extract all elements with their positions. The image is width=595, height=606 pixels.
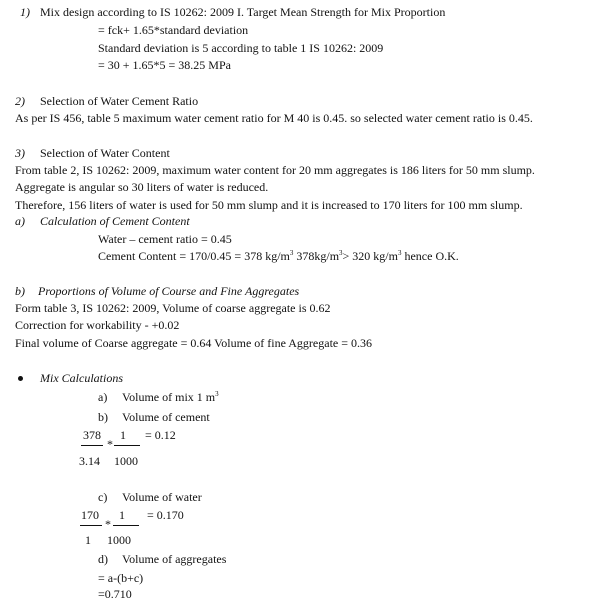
section-3-body-2: Aggregate is angular so 30 liters of water is reduced. bbox=[15, 180, 269, 194]
mix-item-b-label: b) bbox=[98, 410, 108, 424]
section-1-result: = 30 + 1.65*5 = 38.25 MPa bbox=[98, 58, 231, 72]
mix-calculations-title: Mix Calculations bbox=[40, 371, 123, 385]
section-3-title: Selection of Water Content bbox=[40, 146, 170, 160]
section-1-formula: = fck+ 1.65*standard deviation bbox=[98, 23, 249, 37]
bullet-icon bbox=[18, 376, 23, 381]
cement-denominator-1: 3.14 bbox=[79, 454, 100, 468]
cement-numerator-1: 378 bbox=[83, 428, 101, 442]
section-3-body-1: From table 2, IS 10262: 2009, maximum water content for 20 mm aggregates is 186 liters for 50 mm slump. bbox=[15, 163, 535, 177]
subsection-a-title: Calculation of Cement Content bbox=[40, 214, 190, 228]
water-fraction-bar-1 bbox=[80, 525, 102, 526]
cement-fraction-bar-1 bbox=[81, 445, 103, 446]
section-3-number: 3) bbox=[15, 146, 25, 160]
mix-item-d-text: Volume of aggregates bbox=[122, 552, 227, 566]
section-1-std-note: Standard deviation is 5 according to table 1 IS 10262: 2009 bbox=[98, 41, 384, 55]
subsection-b-label: b) bbox=[15, 284, 25, 298]
coarse-aggregate-line: Form table 3, IS 10262: 2009, Volume of coarse aggregate is 0.62 bbox=[15, 301, 331, 315]
mix-item-c-text: Volume of water bbox=[122, 490, 202, 504]
cement-multiply-sign: * bbox=[107, 437, 113, 451]
mix-item-b-text: Volume of cement bbox=[122, 410, 210, 424]
section-1-number: 1) bbox=[20, 5, 30, 19]
water-denominator-2: 1000 bbox=[107, 533, 131, 547]
cement-fraction-bar-2 bbox=[114, 445, 140, 446]
section-3-body-3: Therefore, 156 liters of water is used for 50 mm slump and it is increased to 170 liters for 100 mm slump. bbox=[15, 198, 523, 212]
section-2-title: Selection of Water Cement Ratio bbox=[40, 94, 199, 108]
cement-content-line: Cement Content = 170/0.45 = 378 $kg/m^3$ $378kg/m^3> 320$ $kg/m^3$ hence O.K. bbox=[98, 249, 459, 263]
water-denominator-1: 1 bbox=[85, 533, 91, 547]
cement-denominator-2: 1000 bbox=[114, 454, 138, 468]
mix-item-d-label: d) bbox=[98, 552, 108, 566]
cement-numerator-2: 1 bbox=[120, 428, 126, 442]
water-volume-result: = 0.170 bbox=[147, 508, 184, 522]
section-1-title: Mix design according to IS 10262: 2009 I. Target Mean Strength for Mix Proportion bbox=[40, 5, 446, 19]
cement-volume-result: = 0.12 bbox=[145, 428, 176, 442]
final-volume-line: Final volume of Coarse aggregate = 0.64 Volume of fine Aggregate = 0.36 bbox=[15, 336, 373, 350]
aggregate-result: =0.710 bbox=[98, 587, 132, 601]
workability-line: Correction for workability - +0.02 bbox=[15, 318, 180, 332]
water-numerator-2: 1 bbox=[119, 508, 125, 522]
subsection-b-title: Proportions of Volume of Course and Fine Aggregates bbox=[38, 284, 300, 298]
aggregate-formula: = a-(b+c) bbox=[98, 571, 144, 585]
mix-item-c-label: c) bbox=[98, 490, 108, 504]
mix-item-a-label: a) bbox=[98, 390, 108, 404]
water-fraction-bar-2 bbox=[113, 525, 139, 526]
section-2-number: 2) bbox=[15, 94, 25, 108]
subsection-a-label: a) bbox=[15, 214, 25, 228]
mix-item-a-text: Volume of mix 1 $m^3$ bbox=[122, 390, 219, 404]
section-2-body: As per IS 456, table 5 maximum water cement ratio for M 40 is 0.45. so selected water cement ratio is 0.45. bbox=[15, 111, 533, 125]
wc-ratio-line: Water – cement ratio = 0.45 bbox=[98, 232, 232, 246]
water-multiply-sign: * bbox=[105, 517, 111, 531]
water-numerator-1: 170 bbox=[81, 508, 99, 522]
